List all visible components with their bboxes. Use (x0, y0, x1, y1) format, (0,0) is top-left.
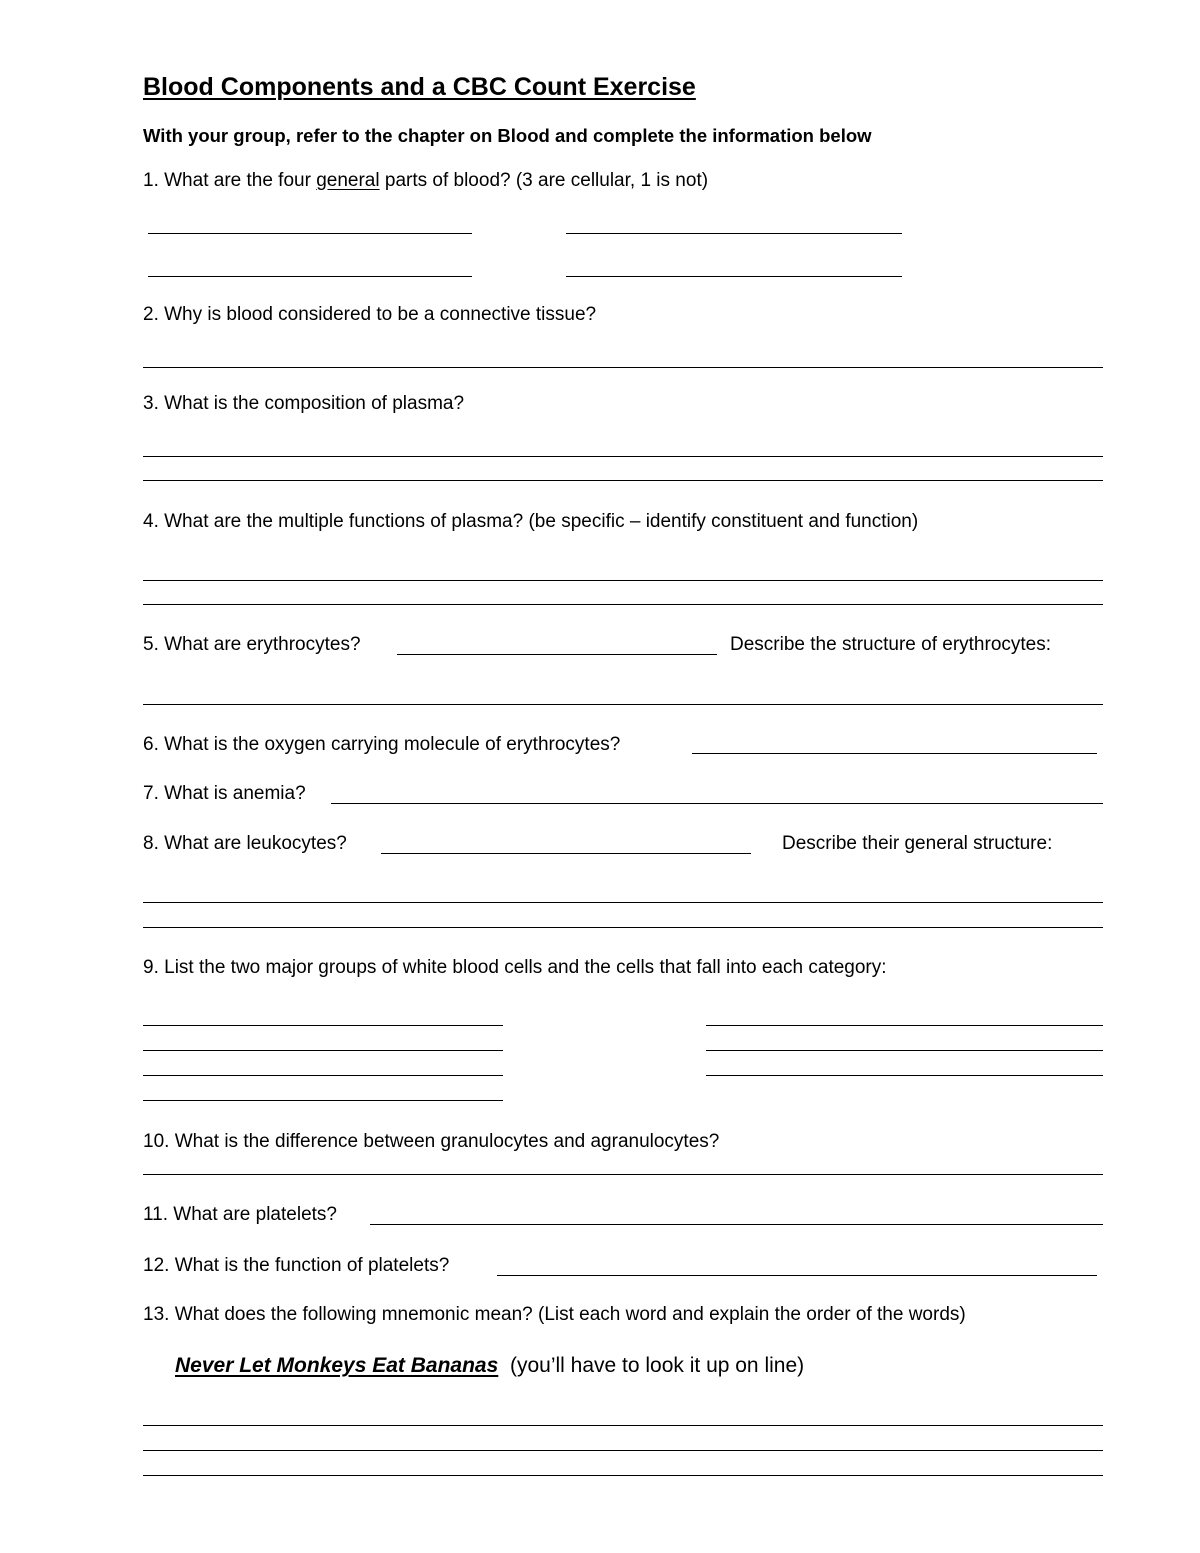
answer-line-9-left-1[interactable] (143, 1025, 503, 1026)
answer-line-11[interactable] (370, 1224, 1103, 1225)
question-13: 13. What does the following mnemonic mean? (List each word and explain the order of the words) (143, 1304, 966, 1325)
answer-line-13a[interactable] (143, 1425, 1103, 1426)
question-6: 6. What is the oxygen carrying molecule of erythrocytes? (143, 734, 621, 755)
answer-line-9-right-2[interactable] (706, 1050, 1103, 1051)
question-8: 8. What are leukocytes? (143, 833, 347, 854)
answer-line-5[interactable] (143, 704, 1103, 705)
question-8-structure: Describe their general structure: (782, 833, 1053, 854)
instructions: With your group, refer to the chapter on Blood and complete the information below (143, 125, 872, 146)
answer-line-9-left-2[interactable] (143, 1050, 503, 1051)
mnemonic-phrase: Never Let Monkeys Eat Bananas (175, 1354, 499, 1377)
answer-line-1b[interactable] (566, 233, 902, 234)
answer-line-8a[interactable] (143, 902, 1103, 903)
question-1-text-a: 1. What are the four (143, 170, 317, 191)
question-11: 11. What are platelets? (143, 1204, 337, 1225)
answer-line-1a[interactable] (148, 233, 472, 234)
mnemonic (175, 1355, 804, 1376)
answer-line-6[interactable] (692, 753, 1097, 754)
answer-line-4a[interactable] (143, 580, 1103, 581)
mnemonic-note: (you’ll have to look it up on line) (509, 1354, 805, 1377)
answer-line-1c[interactable] (148, 276, 472, 277)
answer-line-3a[interactable] (143, 456, 1103, 457)
answer-line-5-inline[interactable] (397, 654, 717, 655)
question-7: 7. What is anemia? (143, 783, 306, 804)
question-12: 12. What is the function of platelets? (143, 1255, 450, 1276)
question-9: 9. List the two major groups of white blood cells and the cells that fall into each category: (143, 957, 887, 978)
question-5: 5. What are erythrocytes? (143, 634, 361, 655)
answer-line-9-right-3[interactable] (706, 1075, 1103, 1076)
question-2: 2. Why is blood considered to be a connective tissue? (143, 304, 597, 325)
question-10: 10. What is the difference between granulocytes and agranulocytes? (143, 1131, 720, 1152)
question-4: 4. What are the multiple functions of plasma? (be specific – identify constituent and function) (143, 511, 919, 532)
answer-line-4b[interactable] (143, 604, 1103, 605)
answer-line-13c[interactable] (143, 1475, 1103, 1476)
answer-line-7[interactable] (331, 803, 1103, 804)
answer-line-1d[interactable] (566, 276, 902, 277)
answer-line-9-left-4[interactable] (143, 1100, 503, 1101)
answer-line-8b[interactable] (143, 927, 1103, 928)
question-1-text-b: parts of blood? (3 are cellular, 1 is not) (379, 170, 709, 191)
answer-line-9-left-3[interactable] (143, 1075, 503, 1076)
answer-line-2[interactable] (143, 367, 1103, 368)
question-1 (143, 171, 708, 190)
answer-line-13b[interactable] (143, 1450, 1103, 1451)
answer-line-10[interactable] (143, 1174, 1103, 1175)
answer-line-12[interactable] (497, 1275, 1097, 1276)
page-title: Blood Components and a CBC Count Exercise (143, 73, 696, 101)
question-1-emphasis: general (316, 170, 380, 191)
answer-line-3b[interactable] (143, 480, 1103, 481)
answer-line-9-right-1[interactable] (706, 1025, 1103, 1026)
question-5-structure: Describe the structure of erythrocytes: (730, 634, 1052, 655)
question-3: 3. What is the composition of plasma? (143, 393, 465, 414)
answer-line-8-inline[interactable] (381, 853, 751, 854)
